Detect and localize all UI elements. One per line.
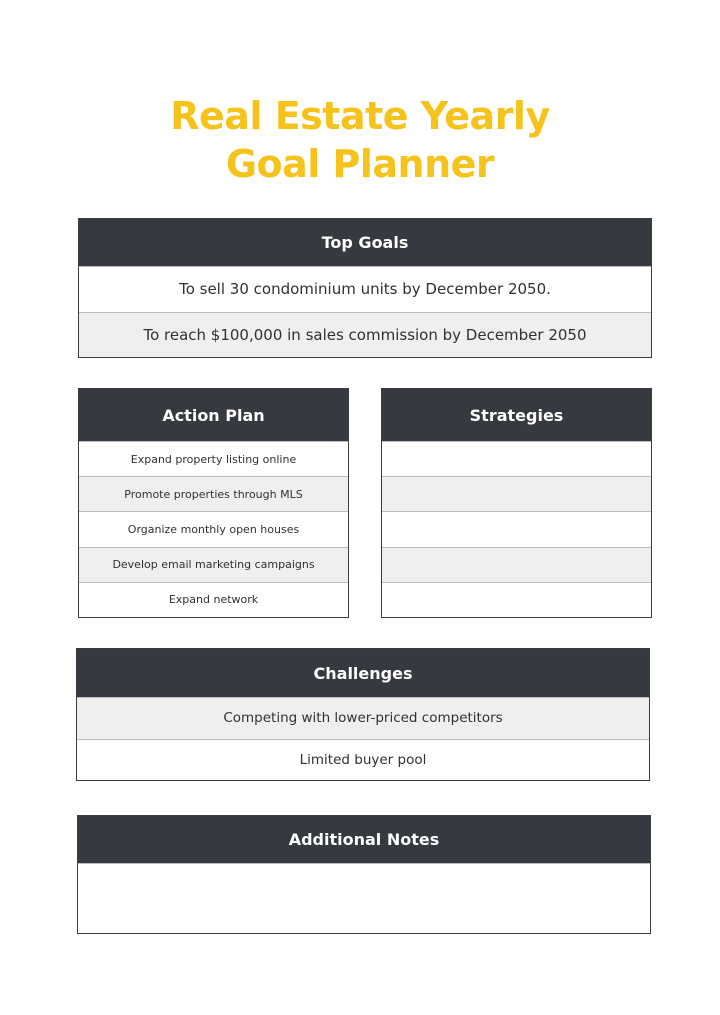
action-plan-item[interactable]: Expand property listing online [79, 441, 348, 476]
challenges-heading: Challenges [77, 649, 649, 697]
top-goal-item[interactable]: To reach $100,000 in sales commission by December 2050 [79, 312, 651, 358]
action-plan-item[interactable]: Organize monthly open houses [79, 511, 348, 546]
additional-notes-heading: Additional Notes [78, 816, 650, 863]
additional-notes-panel [77, 815, 651, 934]
challenges-panel [76, 648, 650, 781]
strategies-panel [381, 388, 652, 618]
action-plan-item[interactable]: Develop email marketing campaigns [79, 547, 348, 582]
challenge-item[interactable]: Limited buyer pool [77, 739, 649, 781]
challenge-item[interactable]: Competing with lower-priced competitors [77, 697, 649, 739]
top-goal-item[interactable]: To sell 30 condominium units by December 2050. [79, 266, 651, 312]
top-goals-panel [78, 218, 652, 358]
strategy-item[interactable] [382, 547, 651, 582]
page-title [0, 92, 720, 188]
action-plan-item[interactable]: Promote properties through MLS [79, 476, 348, 511]
action-plan-item[interactable]: Expand network [79, 582, 348, 617]
action-plan-panel [78, 388, 349, 618]
strategy-item[interactable] [382, 511, 651, 546]
additional-notes-field[interactable] [78, 863, 650, 933]
strategy-item[interactable] [382, 582, 651, 617]
top-goals-heading: Top Goals [79, 219, 651, 266]
page-title-line-1: Real Estate Yearly [170, 94, 550, 138]
page-title-line-2: Goal Planner [225, 142, 495, 186]
strategy-item[interactable] [382, 476, 651, 511]
strategies-heading: Strategies [382, 389, 651, 441]
action-plan-heading: Action Plan [79, 389, 348, 441]
strategy-item[interactable] [382, 441, 651, 476]
